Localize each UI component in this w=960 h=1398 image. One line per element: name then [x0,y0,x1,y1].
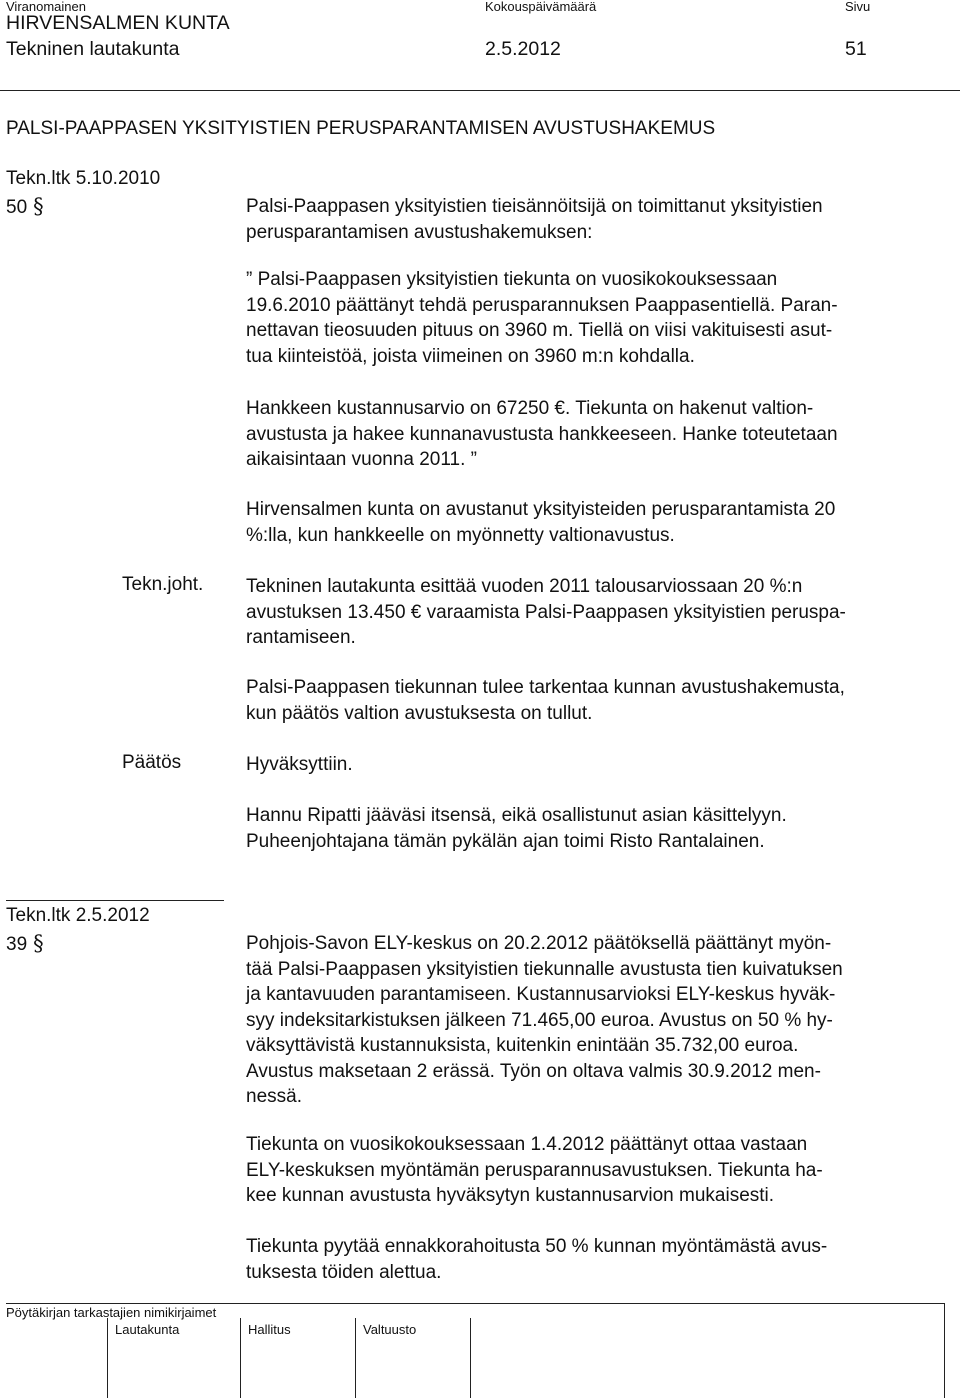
footer-signatures-label: Pöytäkirjan tarkastajien nimikirjaimet [6,1305,217,1320]
section-sign-icon: § [33,931,44,955]
footer-valtuusto: Valtuusto [363,1322,417,1337]
section2-reference: Tekn.ltk 2.5.2012 [6,905,150,926]
header-divider [0,90,960,91]
clarify-paragraph: Palsi-Paappasen tiekunnan tulee tarkentaa kunnan avustushakemusta, kun päätös valtion avustuksesta on tullut. [246,677,845,724]
header-authority-label: Viranomainen [6,0,86,14]
header-page-number: 51 [845,38,867,60]
document-title: PALSI-PAAPPASEN YKSITYISTIEN PERUSPARANTAMISEN AVUSTUSHAKEMUS [6,118,716,139]
header-authority: HIRVENSALMEN KUNTA [6,12,230,34]
footer-spacer [0,1318,6,1398]
footer-divider [6,1303,944,1304]
section1-reference: Tekn.ltk 5.10.2010 [6,168,161,189]
intro-paragraph: Palsi-Paappasen yksityistien tieisännöitsijä on toimittanut yksityistien perusparantamisen avustushakemuksen: [246,196,823,243]
footer-column-line [470,1318,471,1398]
footer-column-line [355,1318,356,1398]
accept-paragraph: Tiekunta on vuosikokouksessaan 1.4.2012 päättänyt ottaa vastaan ELY-keskuksen myöntämän perusparannusavustuksen. Tiekunta ha- kee kunnan avustusta hyväksytyn kustannusarvion mukaisesti. [246,1134,823,1206]
footer-lautakunta: Lautakunta [115,1322,180,1337]
header-date-label: Kokouspäivämäärä [485,0,597,14]
proposal-paragraph: Tekninen lautakunta esittää vuoden 2011 talousarviossaan 20 %:n avustuksen 13.450 € varaamista Palsi-Paappasen yksityistien peruspa- rantamiseen. [246,576,846,648]
header-page-label: Sivu [845,0,871,14]
section1-number: 50 § [6,194,44,218]
proposal-label: Tekn.joht. [122,574,204,595]
cost-paragraph: Hankkeen kustannusarvio on 67250 €. Tiekunta on hakenut valtion- avustusta ja hakee kunnanavustusta hankkeeseen. Hanke toteutetaan aikaisintaan vuonna 2011. ” [246,398,838,470]
quoted-application: ” Palsi-Paappasen yksityistien tiekunta on vuosikokouksessaan 19.6.2010 päättänyt tehdä perusparannuksen Paappasentiellä. Paran- nettavan tieosuuden pituus on 3960 m. Tiellä on viisi vakituisesti asut- tua kiinteistöä, joista viimeinen on 3960 m:n kohdalla. [246,269,838,367]
footer-right-line [944,1303,945,1398]
municipality-paragraph: Hirvensalmen kunta on avustanut yksityisteiden perusparantamista 20 %:lla, kun hankkeelle on myönnetty valtionavustus. [246,499,836,546]
header-date: 2.5.2012 [485,38,561,60]
section-sign-icon: § [33,194,44,218]
section2-number: 39 § [6,931,44,955]
section2-divider [6,900,224,901]
decision-label: Päätös [122,752,182,773]
footer-column-line [107,1318,108,1398]
footer-hallitus: Hallitus [248,1322,291,1337]
advance-paragraph: Tiekunta pyytää ennakkorahoitusta 50 % kunnan myöntämästä avus- tuksesta töiden alettua. [246,1236,828,1283]
ely-paragraph: Pohjois-Savon ELY-keskus on 20.2.2012 päätöksellä päättänyt myön- tää Palsi-Paappasen yksityistien tiekunnalle avustusta tien kuivatuksen ja kantavuuden parantamiseen. Kustannusarvioksi ELY-keskus hyväk- syy indeksitarkistuksen jälkeen 71.465,00 euroa. Avustus on 50 % hy- väksyttävistä kustannuksista, kuitenkin enintään 35.732,00 euroa. Avustus maksetaan 2 erässä. Työn on oltava valmis 30.9.2012 men- nessä. [246,933,843,1107]
footer-column-line [240,1318,241,1398]
recusal-paragraph: Hannu Ripatti jääväsi itsensä, eikä osallistunut asian käsittelyyn. Puheenjohtajana tämän pykälän ajan toimi Risto Rantalainen. [246,805,787,852]
header-board: Tekninen lautakunta [6,38,180,60]
decision-text: Hyväksyttiin. [246,754,353,775]
